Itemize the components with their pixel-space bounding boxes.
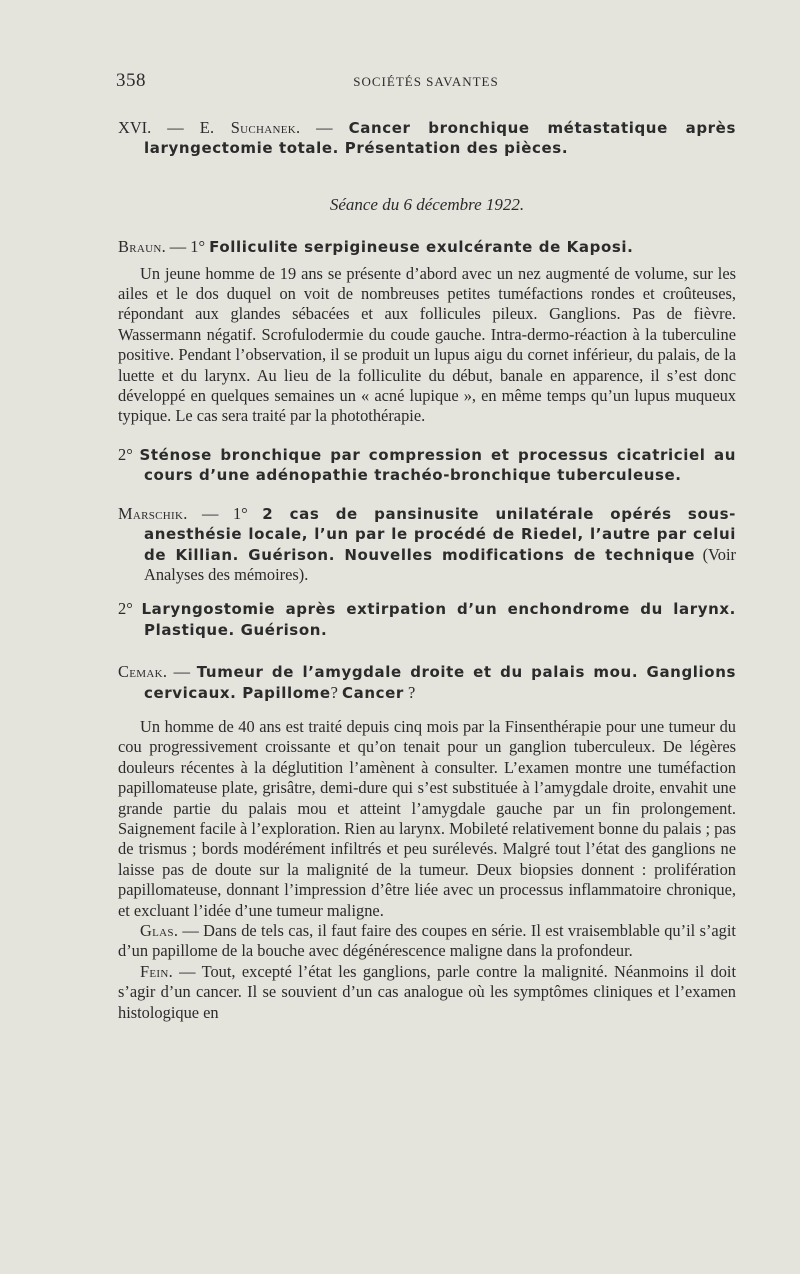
entry-note: (Voir Analyses des mémoires).	[144, 544, 736, 584]
entry-cemak-heading: Cemak. — Tumeur de l’amygdale droite et du palais mou. Ganglions cervicaux. Papillome? Cancer ?	[118, 662, 736, 702]
entry-braun-body: Un jeune homme de 19 ans se présente d’abord avec un nez augmenté de volume, sur les ailes et le dos duquel on voit de nombreuses petites tuméfactions rondes et croûteuses, répondant aux glandes sébacées et aux follicules pileux. Ganglions. Pas de fièvre. Wassermann négatif. Scrofulodermie du coude gauche. Intra-dermo-réaction à la tuberculine positive. Pendant l’observation, il se produit un lupus aigu du cornet inférieur, du palais, de la luette et du larynx. Au lieu de la folliculite du début, banale en apparence, il s’est donc développé en quelques semaines un « acné lupique », en même temps qu’un lupus muqueux typique. Le cas sera traité par la photothérapie.	[118, 263, 736, 426]
author-name: Cemak	[118, 662, 163, 682]
running-title: SOCIÉTÉS SAVANTES	[353, 74, 499, 89]
entry-title: Folliculite serpigineuse exulcérante de Kaposi.	[209, 238, 634, 257]
page-header	[116, 70, 736, 94]
entry-suchanek: XVI. — E. Suchanek. — Cancer bronchique métastatique après laryngectomie totale. Présentation des pièces.	[118, 118, 736, 158]
entry-marschik-2: 2° Laryngostomie après extirpation d’un enchondrome du larynx. Plastique. Guérison.	[118, 599, 736, 639]
entry-title: Sténose bronchique par compression et processus cicatriciel au cours d’une adénopathie trachéo-bronchique tuberculeuse.	[139, 445, 736, 485]
entry-braun-heading: Braun. — 1° Folliculite serpigineuse exulcérante de Kaposi.	[118, 237, 634, 257]
author-name: Fein	[140, 961, 169, 981]
article-body	[118, 118, 736, 1023]
entry-title: Tumeur de l’amygdale droite et du palais mou. Ganglions cervicaux. Papillome	[144, 663, 736, 702]
entry-title: 2 cas de pansinusite unilatérale opérés sous-anesthésie locale, l’un par le procédé de Riedel, l’autre par celui de Killian. Guérison. Nouvelles modifications de technique	[144, 504, 736, 564]
author-name: Braun	[118, 237, 162, 257]
session-date: Séance du 6 décembre 1922.	[329, 194, 525, 214]
author-name: E. Suchanek	[199, 118, 297, 137]
entry-braun-2: 2° Sténose bronchique par compression et processus cicatriciel au cours d’une adénopathie trachéo-bronchique tuberculeuse.	[118, 444, 736, 485]
entry-fein: Fein. — Tout, excepté l’état les ganglions, parle contre la malignité. Néanmoins il doit s’agir d’un cancer. Il se souvient d’un cas analogue où les symptômes cliniques et l’examen histologique en	[118, 961, 737, 1022]
entry-cemak-body: Un homme de 40 ans est traité depuis cinq mois par la Finsenthérapie pour une tumeur du cou progressivement croissante et qu’on tenait pour un ganglion tuberculeux. De légères douleurs récentes à la déglutition l’amènent à consulter. L’examen montre une tuméfaction papillomateuse plate, grisâtre, demi-dure qui s’est substituée à l’amygdale droite, envahit une grande partie du palais mou et atteint l’amygdale gauche par un fin prolongement. Saignement facile à l’exploration. Rien au larynx. Mobileté relativement bonne du palais ; pas de trismus ; bords modérément infiltrés et peu surélevés. Malgré tout l’état des ganglions ne laisse pas de doute sur la malignité de la tumeur. Deux biopsies donnent : prolifération papillomateuse, donnant l’impression d’être liée avec un processus inflammatoire chronique, et excluant l’idée d’une tumeur maligne.	[118, 716, 736, 920]
author-name: Glas	[140, 921, 174, 940]
page-number: 358	[116, 70, 146, 91]
author-name: Marschik	[118, 503, 184, 523]
entry-title: Cancer bronchique métastatique après laryngectomie totale. Présentation des pièces.	[144, 119, 736, 158]
entry-marschik: Marschik. — 1° 2 cas de pansinusite unilatérale opérés sous-anesthésie locale, l’un par le procédé de Riedel, l’autre par celui de Killian. Guérison. Nouvelles modifications de technique (Voir Analyses des mémoires).	[118, 503, 736, 584]
entry-glas: Glas. — Dans de tels cas, il faut faire des coupes en série. Il est vraisemblable qu’il s’agit d’un papillome de la bouche avec dégénérescence maligne dans la profondeur.	[118, 921, 736, 961]
entry-title: Laryngostomie après extirpation d’un enchondrome du larynx. Plastique. Guérison.	[141, 600, 736, 639]
